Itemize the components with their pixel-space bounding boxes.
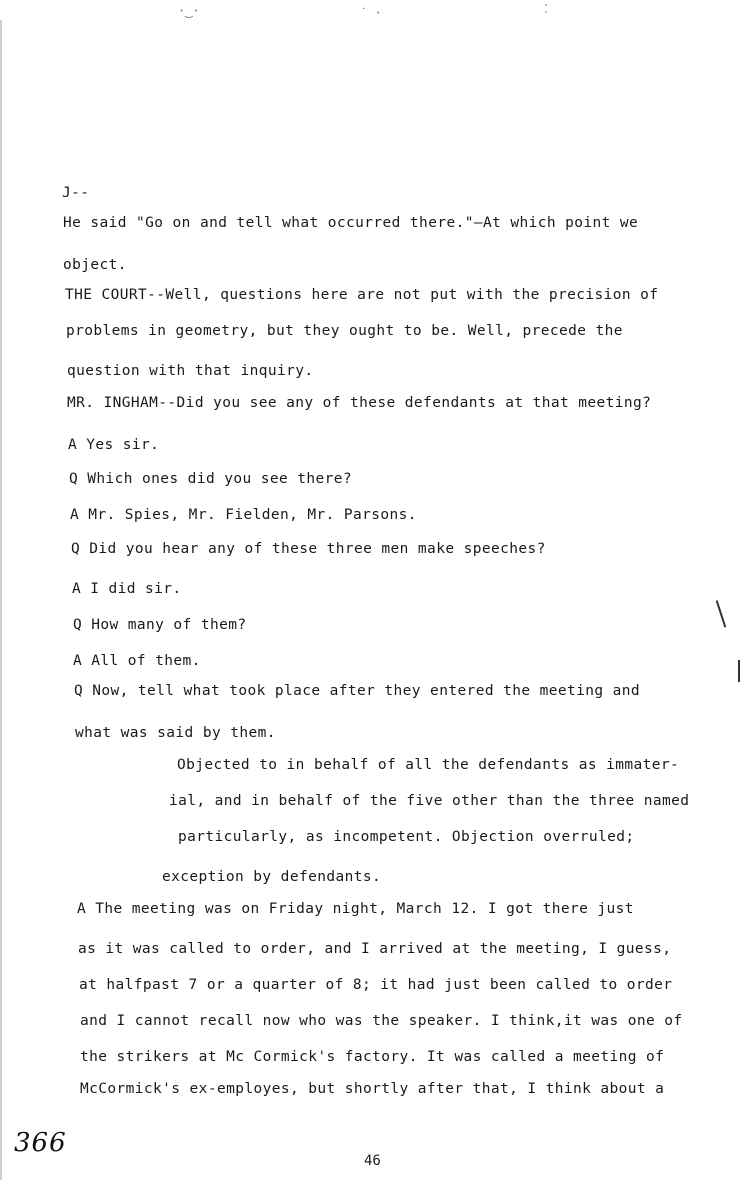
text-line: problems in geometry, but they ought to be. Well, precede the — [66, 323, 623, 339]
text-line: Q Which ones did you see there? — [69, 471, 353, 487]
objection-line: ial, and in behalf of the five other than the three named — [169, 793, 690, 809]
text-line: as it was called to order, and I arrived at the meeting, I guess, — [78, 941, 672, 957]
text-line: THE COURT--Well, questions here are not put with the precision of — [65, 287, 659, 303]
scan-speck: ·‿· — [178, 4, 200, 18]
text-line: A All of them. — [73, 653, 201, 669]
text-line: MR. INGHAM--Did you see any of these defendants at that meeting? — [67, 395, 652, 411]
text-line: and I cannot recall now who was the speaker. I think,it was one of — [80, 1013, 683, 1029]
scan-speck: ⁚ — [544, 2, 548, 16]
text-line: Q How many of them? — [73, 617, 247, 633]
page-edge-shadow — [0, 20, 2, 1180]
text-line: A Yes sir. — [68, 437, 160, 453]
scan-speck: ˙ · — [360, 6, 382, 20]
margin-mark — [738, 660, 740, 682]
text-line: object. — [63, 257, 127, 273]
objection-line: Objected to in behalf of all the defendants as immater- — [177, 757, 680, 773]
text-line: A Mr. Spies, Mr. Fielden, Mr. Parsons. — [70, 507, 417, 523]
margin-mark — [716, 600, 726, 627]
text-line: what was said by them. — [75, 725, 276, 741]
objection-line: exception by defendants. — [162, 869, 382, 885]
text-line: Q Now, tell what took place after they entered the meeting and — [74, 683, 641, 699]
text-line: He said "Go on and tell what occurred there."—At which point we — [63, 215, 639, 231]
text-line: McCormick's ex-employes, but shortly after that, I think about a — [80, 1081, 665, 1097]
text-line: Q Did you hear any of these three men make speeches? — [71, 541, 546, 557]
text-line: the strikers at Mc Cormick's factory. It was called a meeting of — [80, 1049, 665, 1065]
objection-line: particularly, as incompetent. Objection overruled; — [178, 829, 635, 845]
text-line: A The meeting was on Friday night, March 12. I got there just — [77, 901, 634, 917]
handwritten-page-number: 366 — [14, 1128, 67, 1158]
text-line: question with that inquiry. — [67, 363, 314, 379]
text-line: at halfpast 7 or a quarter of 8; it had just been called to order — [79, 977, 673, 993]
page-number: 46 — [364, 1153, 381, 1169]
text-line: J-- — [62, 185, 90, 201]
text-line: A I did sir. — [72, 581, 182, 597]
